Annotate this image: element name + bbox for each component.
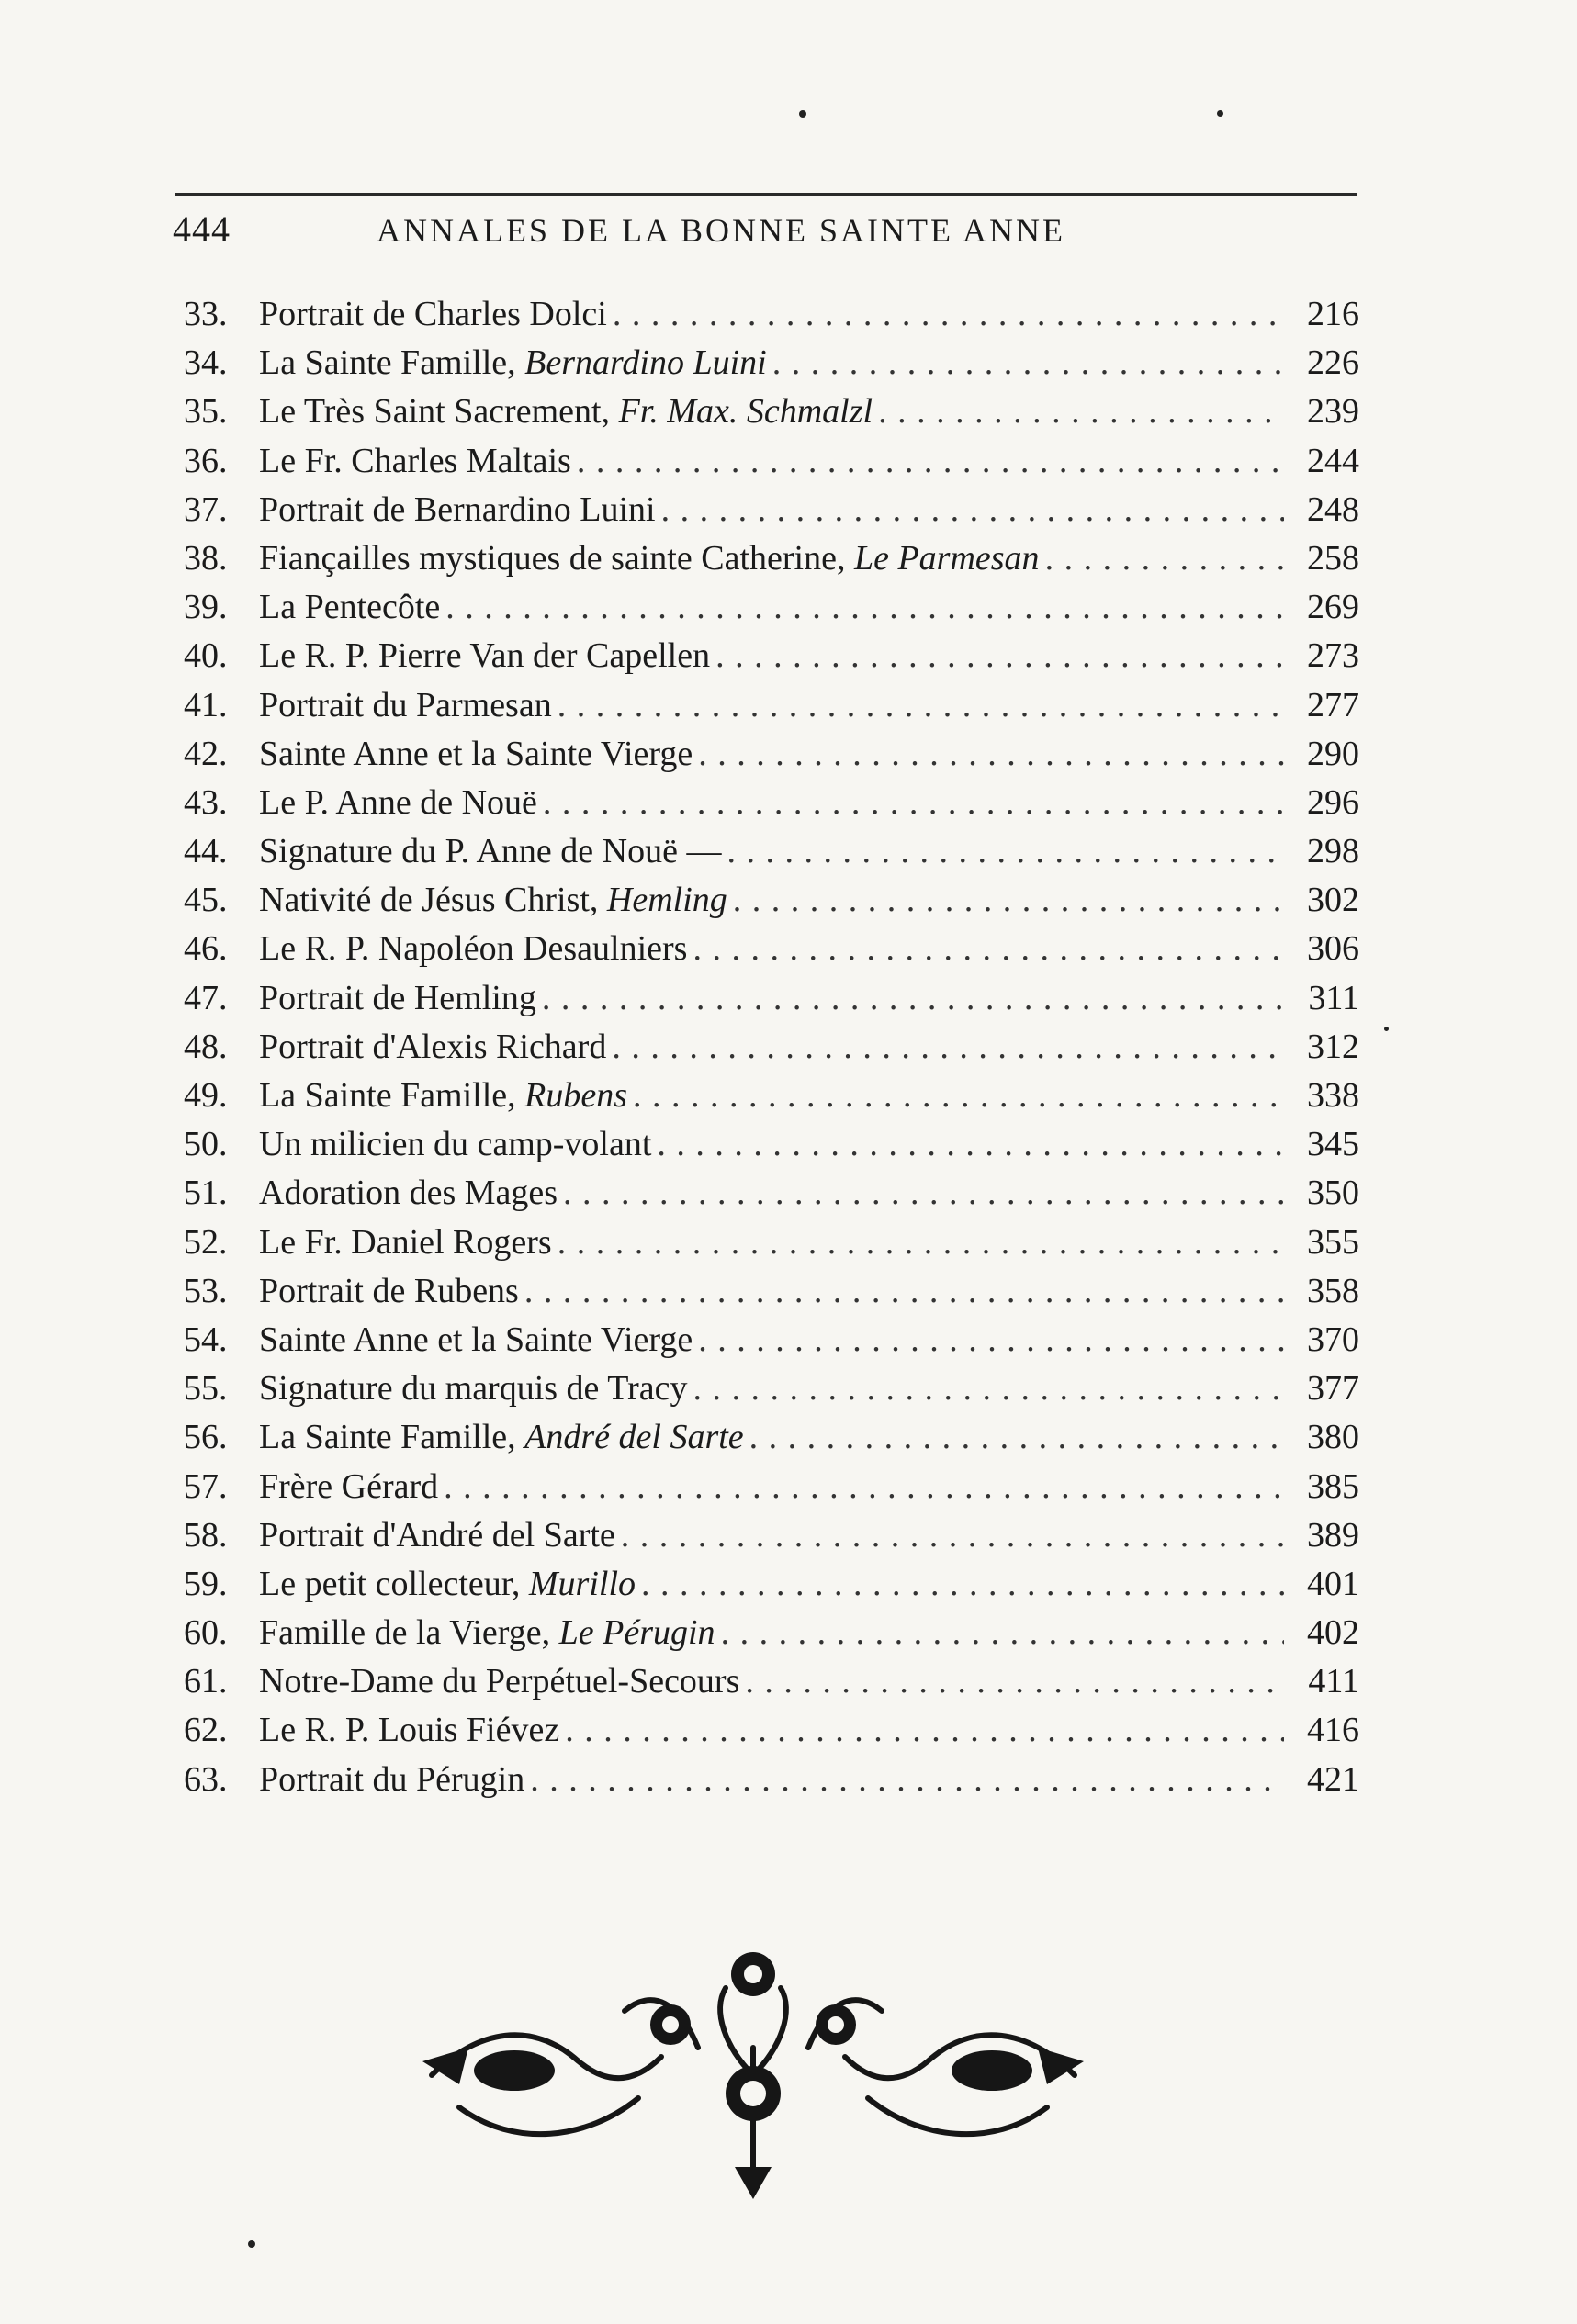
entry-title <box>259 486 656 534</box>
entry-number: 52. <box>184 1222 228 1262</box>
entry-title-text: Adoration des Mages <box>259 1173 558 1213</box>
entry-title-text: Le Très Saint Sacrement, <box>259 392 619 432</box>
entry-title-text: La Pentecôte <box>259 588 441 627</box>
entry-title-text: Le R. P. Pierre Van der Capellen <box>259 636 711 676</box>
dot-leader <box>543 779 1284 827</box>
dot-leader <box>733 876 1284 925</box>
entry-page-number: 302 <box>1307 881 1359 920</box>
entry-page-number: 273 <box>1307 636 1359 676</box>
toc-entry <box>184 1706 1359 1755</box>
entry-title-text: Notre-Dame du Perpétuel-Secours <box>259 1662 740 1701</box>
dot-leader <box>612 1023 1284 1072</box>
entry-page-number: 296 <box>1307 782 1359 822</box>
entry-title <box>259 1218 552 1267</box>
entry-number: 60. <box>184 1613 228 1653</box>
header-rule <box>175 193 1357 196</box>
entry-number: 48. <box>184 1027 228 1066</box>
entry-number: 56. <box>184 1418 228 1457</box>
entry-title-text: La Sainte Famille, <box>259 1418 525 1457</box>
entry-page-number: 277 <box>1307 685 1359 724</box>
entry-page-number: 239 <box>1307 392 1359 432</box>
entry-title-text: Portrait d'Alexis Richard <box>259 1027 607 1066</box>
toc-entry <box>184 1463 1359 1511</box>
toc-entry <box>184 534 1359 583</box>
page-number: 444 <box>173 208 231 250</box>
toc-entry <box>184 1072 1359 1120</box>
toc-entry <box>184 1023 1359 1072</box>
entry-title <box>259 1267 519 1316</box>
dot-leader <box>445 583 1284 632</box>
entry-page-number: 290 <box>1307 734 1359 773</box>
toc-entry <box>184 1560 1359 1609</box>
entry-page-number: 370 <box>1307 1319 1359 1359</box>
entry-number: 47. <box>184 978 228 1017</box>
toc-entry <box>184 1218 1359 1267</box>
entry-title <box>259 632 710 680</box>
entry-title <box>259 1756 524 1804</box>
entry-number: 61. <box>184 1662 228 1701</box>
toc-entry <box>184 1609 1359 1657</box>
dot-leader <box>563 1169 1284 1218</box>
entry-number: 49. <box>184 1076 228 1115</box>
dot-leader <box>657 1120 1284 1169</box>
entry-number: 50. <box>184 1125 228 1164</box>
entry-title <box>259 1511 615 1560</box>
entry-page-number: 411 <box>1308 1662 1359 1701</box>
entry-title <box>259 339 767 387</box>
entry-title <box>259 1560 636 1609</box>
entry-page-number: 216 <box>1307 295 1359 333</box>
entry-artist: André del Sarte <box>524 1418 744 1457</box>
entry-page-number: 269 <box>1307 588 1359 627</box>
dot-leader <box>878 387 1284 436</box>
entry-page-number: 401 <box>1307 1564 1359 1603</box>
entry-number: 41. <box>184 685 228 724</box>
entry-title-text: Portrait d'André del Sarte <box>259 1515 615 1555</box>
entry-title <box>259 730 693 779</box>
entry-title-text: Le P. Anne de Nouë <box>259 782 537 822</box>
illustrations-list <box>184 290 1359 1804</box>
entry-number: 43. <box>184 782 228 822</box>
entry-page-number: 380 <box>1307 1418 1359 1457</box>
entry-artist: Le Parmesan <box>853 538 1040 578</box>
entry-title <box>259 925 687 973</box>
entry-title-text: Le petit collecteur, <box>259 1564 529 1603</box>
entry-page-number: 244 <box>1307 441 1359 480</box>
entry-number: 39. <box>184 588 228 627</box>
entry-title <box>259 1316 693 1364</box>
toc-entry <box>184 1316 1359 1364</box>
dot-leader <box>565 1706 1284 1755</box>
toc-entry <box>184 1120 1359 1169</box>
entry-title-text: Le Fr. Daniel Rogers <box>259 1222 552 1262</box>
entry-page-number: 298 <box>1307 832 1359 871</box>
toc-entry <box>184 876 1359 925</box>
toc-entry <box>184 925 1359 973</box>
entry-number: 35. <box>184 392 228 432</box>
dot-leader <box>633 1072 1284 1120</box>
entry-page-number: 402 <box>1307 1613 1359 1653</box>
dot-leader <box>577 437 1284 486</box>
toc-entry <box>184 1364 1359 1413</box>
toc-entry <box>184 730 1359 779</box>
dot-leader <box>721 1609 1284 1657</box>
entry-number: 46. <box>184 929 228 969</box>
entry-title-text: Frère Gérard <box>259 1466 439 1506</box>
entry-title-text: Signature du marquis de Tracy <box>259 1369 688 1409</box>
toc-entry <box>184 779 1359 827</box>
entry-page-number: 345 <box>1307 1125 1359 1164</box>
entry-title <box>259 779 537 827</box>
toc-entry <box>184 632 1359 680</box>
entry-number: 36. <box>184 441 228 480</box>
entry-page-number: 306 <box>1307 929 1359 969</box>
entry-artist: Murillo <box>528 1564 636 1603</box>
entry-page-number: 421 <box>1307 1759 1359 1799</box>
entry-artist: Rubens <box>524 1076 628 1115</box>
toc-entry <box>184 1511 1359 1560</box>
entry-title-text: Un milicien du camp-volant <box>259 1125 652 1164</box>
entry-number: 44. <box>184 832 228 871</box>
entry-number: 37. <box>184 489 228 529</box>
entry-title-text: Portrait de Bernardino Luini <box>259 489 656 529</box>
entry-page-number: 312 <box>1307 1027 1359 1066</box>
entry-number: 53. <box>184 1271 228 1310</box>
entry-number: 38. <box>184 538 228 578</box>
entry-title <box>259 534 1040 583</box>
entry-artist: Fr. Max. Schmalzl <box>618 392 873 432</box>
entry-page-number: 248 <box>1307 489 1359 529</box>
entry-title-text: Fiançailles mystiques de sainte Catherine, <box>259 538 854 578</box>
entry-number: 51. <box>184 1173 228 1213</box>
entry-page-number: 226 <box>1307 343 1359 383</box>
entry-title-text: Nativité de Jésus Christ, <box>259 881 607 920</box>
entry-artist: Hemling <box>606 881 727 920</box>
dot-leader <box>558 1218 1284 1267</box>
entry-title-text: Portrait de Charles Dolci <box>259 295 607 333</box>
toc-entry <box>184 974 1359 1023</box>
dot-leader <box>715 632 1284 680</box>
entry-number: 33. <box>184 295 228 333</box>
toc-entry <box>184 339 1359 387</box>
dot-leader <box>542 974 1284 1023</box>
entry-title <box>259 1120 651 1169</box>
entry-title-text: Famille de la Vierge, <box>259 1613 559 1653</box>
entry-title <box>259 1169 558 1218</box>
entry-title <box>259 1072 627 1120</box>
entry-page-number: 350 <box>1307 1173 1359 1213</box>
toc-entry <box>184 827 1359 876</box>
entry-page-number: 358 <box>1307 1271 1359 1310</box>
entry-title-text: Portrait de Rubens <box>259 1271 519 1310</box>
entry-title-text: Le R. P. Louis Fiévez <box>259 1711 560 1750</box>
page-header <box>173 208 1357 263</box>
print-speck <box>799 110 806 118</box>
entry-number: 58. <box>184 1515 228 1555</box>
entry-page-number: 389 <box>1307 1515 1359 1555</box>
entry-title <box>259 387 873 436</box>
dot-leader <box>661 486 1284 534</box>
decorative-tailpiece-ornament <box>404 1937 1102 2204</box>
dot-leader <box>693 925 1284 973</box>
dot-leader <box>613 290 1284 339</box>
toc-entry <box>184 486 1359 534</box>
dot-leader <box>698 730 1284 779</box>
entry-title-text: Sainte Anne et la Sainte Vierge <box>259 734 693 773</box>
entry-title <box>259 876 727 925</box>
dot-leader <box>1045 534 1284 583</box>
entry-page-number: 355 <box>1307 1222 1359 1262</box>
entry-title-text: Portrait de Hemling <box>259 978 536 1017</box>
print-speck <box>248 2240 255 2248</box>
entry-number: 62. <box>184 1711 228 1750</box>
entry-title <box>259 1609 715 1657</box>
entry-title-text: Portrait du Parmesan <box>259 685 552 724</box>
dot-leader <box>524 1267 1284 1316</box>
entry-number: 59. <box>184 1564 228 1603</box>
entry-title <box>259 583 440 632</box>
dot-leader <box>749 1413 1284 1462</box>
entry-number: 40. <box>184 636 228 676</box>
toc-entry <box>184 1413 1359 1462</box>
entry-artist: Le Pérugin <box>558 1613 715 1653</box>
entry-artist: Bernardino Luini <box>524 343 767 383</box>
entry-title <box>259 1463 438 1511</box>
dot-leader <box>698 1316 1284 1364</box>
running-title: ANNALES DE LA BONNE SAINTE ANNE <box>377 212 1065 249</box>
entry-number: 54. <box>184 1319 228 1359</box>
toc-entry <box>184 1657 1359 1706</box>
entry-title-text: Le Fr. Charles Maltais <box>259 441 571 480</box>
toc-entry <box>184 1267 1359 1316</box>
dot-leader <box>558 681 1284 730</box>
entry-title <box>259 1706 559 1755</box>
entry-title <box>259 827 721 876</box>
dot-leader <box>530 1756 1284 1804</box>
entry-title <box>259 437 571 486</box>
entry-number: 34. <box>184 343 228 383</box>
entry-title-text: Sainte Anne et la Sainte Vierge <box>259 1319 693 1359</box>
toc-entry <box>184 681 1359 730</box>
toc-entry <box>184 583 1359 632</box>
print-speck <box>1384 1027 1389 1031</box>
entry-title-text: Le R. P. Napoléon Desaulniers <box>259 929 688 969</box>
entry-number: 45. <box>184 881 228 920</box>
entry-number: 42. <box>184 734 228 773</box>
dot-leader <box>621 1511 1284 1560</box>
entry-title-text: Portrait du Pérugin <box>259 1759 525 1799</box>
dot-leader <box>641 1560 1284 1609</box>
toc-entry <box>184 437 1359 486</box>
toc-entry <box>184 387 1359 436</box>
dot-leader <box>727 827 1284 876</box>
entry-page-number: 258 <box>1307 538 1359 578</box>
dot-leader <box>745 1657 1284 1706</box>
toc-entry <box>184 1169 1359 1218</box>
entry-title <box>259 1023 606 1072</box>
entry-page-number: 377 <box>1307 1369 1359 1409</box>
dot-leader <box>772 339 1284 387</box>
dot-leader <box>693 1364 1284 1413</box>
entry-title-text: La Sainte Famille, <box>259 343 525 383</box>
entry-number: 63. <box>184 1759 228 1799</box>
dot-leader <box>444 1463 1284 1511</box>
toc-entry <box>184 1756 1359 1804</box>
entry-page-number: 311 <box>1308 978 1359 1017</box>
entry-title <box>259 974 536 1023</box>
toc-entry <box>184 290 1359 339</box>
entry-title <box>259 1657 739 1706</box>
entry-page-number: 385 <box>1307 1466 1359 1506</box>
entry-title <box>259 681 552 730</box>
entry-title-text: Signature du P. Anne de Nouë — <box>259 832 722 871</box>
entry-title <box>259 1364 688 1413</box>
entry-page-number: 338 <box>1307 1076 1359 1115</box>
entry-title <box>259 290 607 339</box>
entry-title-text: La Sainte Famille, <box>259 1076 525 1115</box>
entry-number: 55. <box>184 1369 228 1409</box>
print-speck <box>1217 110 1223 117</box>
entry-number: 57. <box>184 1466 228 1506</box>
entry-page-number: 416 <box>1307 1711 1359 1750</box>
entry-title <box>259 1413 744 1462</box>
